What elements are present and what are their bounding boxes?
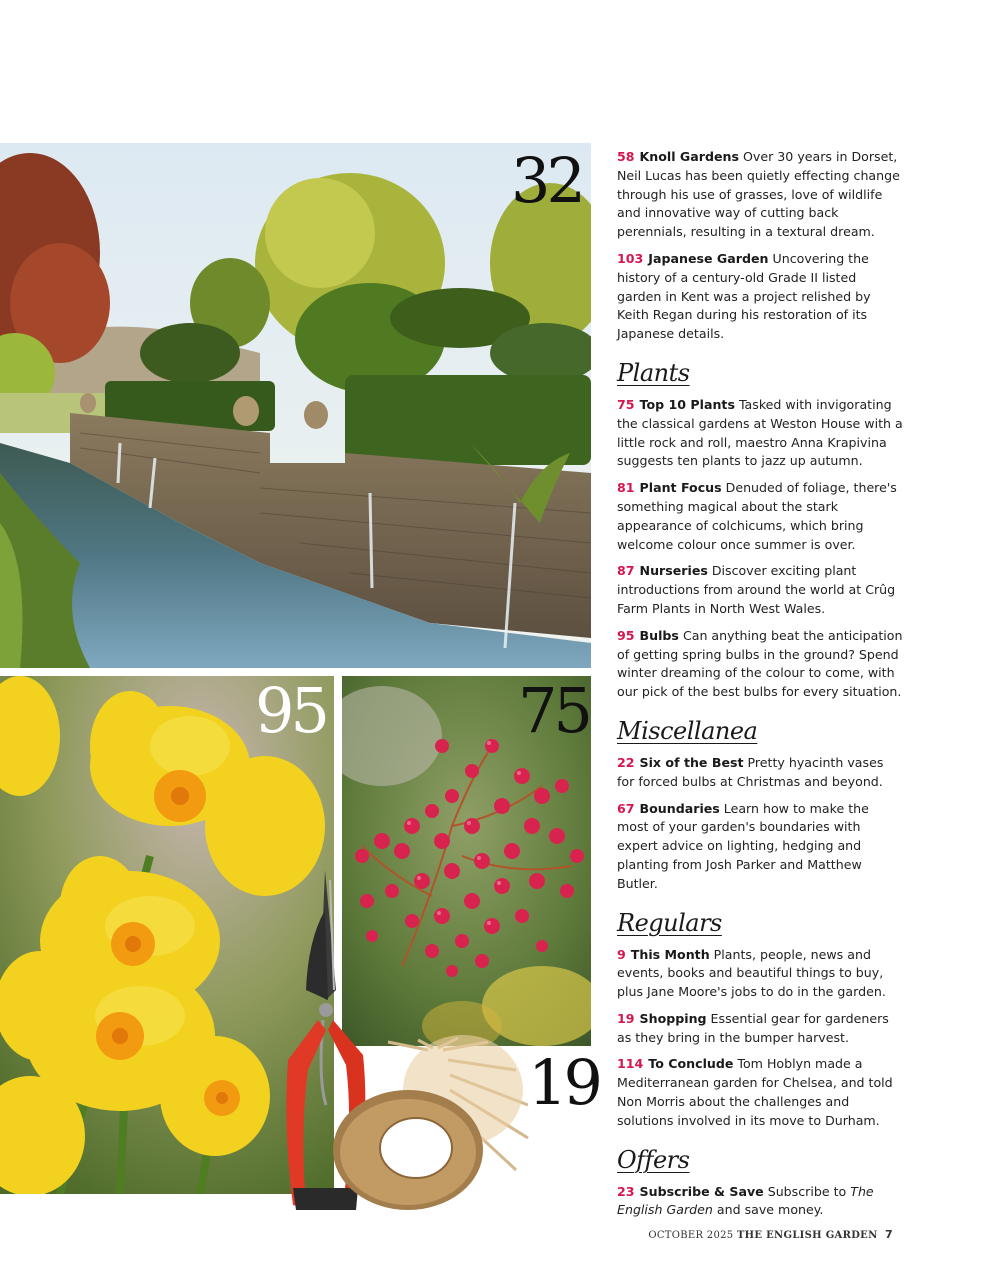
berries-page-number: 75 bbox=[518, 674, 589, 747]
entry-description: Tom Hoblyn made a Mediterranean garden for Chelsea, and told Non Morris about the challenges and solutions involved in its move to Durham. bbox=[617, 1056, 893, 1128]
section-heading-offers: Offers bbox=[617, 1145, 690, 1174]
entry-description: Over 30 years in Dorset, Neil Lucas has been quietly effecting change through his use of grasses, love of wildlife and innovative way of cutting back perennials, resulting in a textural dream. bbox=[617, 149, 900, 240]
entry-page-number: 81 bbox=[617, 480, 635, 496]
entry-description: Can anything beat the anticipation of getting spring bulbs in the ground? Spend winter dreaming of the colour to come, with our pick of the best bulbs for every situation. bbox=[617, 627, 903, 700]
section-heading-miscellanea: Miscellanea bbox=[617, 716, 758, 745]
contents-entry[interactable] bbox=[617, 754, 903, 792]
entry-title: Nurseries bbox=[639, 563, 708, 579]
contents-column bbox=[617, 148, 903, 1228]
entry-description-end: and save money. bbox=[716, 1202, 824, 1218]
garden-illustration bbox=[0, 143, 591, 668]
entry-page-number: 67 bbox=[617, 800, 635, 816]
contents-entry[interactable] bbox=[617, 1010, 903, 1048]
magazine-name: The English Garden bbox=[617, 1183, 874, 1218]
entry-title: Top 10 Plants bbox=[639, 396, 735, 412]
entry-page-number: 103 bbox=[617, 250, 644, 266]
entry-page-number: 87 bbox=[617, 563, 635, 579]
entry-page-number: 95 bbox=[617, 627, 635, 643]
entry-description: Essential gear for gardeners as they bring in the bumper harvest. bbox=[617, 1010, 889, 1045]
entry-page-number: 58 bbox=[617, 149, 635, 164]
entry-page-number: 75 bbox=[617, 396, 635, 412]
entry-title: Boundaries bbox=[639, 800, 720, 816]
entry-description: Denuded of foliage, there's something magical about the stark appearance of colchicums, which bring welcome colour once summer is over. bbox=[617, 480, 897, 552]
contents-entry[interactable] bbox=[617, 250, 903, 344]
entry-title: Knoll Gardens bbox=[639, 149, 739, 164]
contents-entry[interactable] bbox=[617, 800, 903, 894]
entry-page-number: 9 bbox=[617, 946, 626, 962]
garden-page-number: 32 bbox=[511, 144, 582, 217]
section-heading-plants: Plants bbox=[617, 358, 690, 387]
footer-magazine: THE ENGLISH GARDEN bbox=[736, 1230, 878, 1241]
entry-page-number: 22 bbox=[617, 754, 635, 770]
daffodil-page-number: 95 bbox=[255, 674, 326, 747]
entry-description: Pretty hyacinth vases for forced bulbs at Christmas and beyond. bbox=[617, 754, 884, 789]
entry-title: Shopping bbox=[639, 1010, 707, 1026]
footer-page-number: 7 bbox=[885, 1228, 893, 1241]
page-footer bbox=[648, 1228, 893, 1241]
tools-illustration bbox=[278, 870, 538, 1230]
entry-description: Plants, people, news and events, books and beautiful things to buy, plus Jane Moore's jobs to do in the garden. bbox=[617, 946, 886, 1000]
contents-entry[interactable] bbox=[617, 396, 903, 471]
entry-title: Six of the Best bbox=[639, 754, 744, 770]
entry-description: Uncovering the history of a century-old Grade II listed garden in Kent was a project relished by Keith Regan during his restoration of its Japanese details. bbox=[617, 250, 871, 342]
tools-photo bbox=[278, 870, 538, 1230]
contents-entry[interactable] bbox=[617, 1055, 903, 1130]
footer-issue: OCTOBER 2025 bbox=[648, 1230, 734, 1241]
tools-page-number: 19 bbox=[528, 1046, 599, 1119]
garden-photo bbox=[0, 143, 591, 668]
section-heading-regulars: Regulars bbox=[617, 908, 722, 937]
contents-entry[interactable] bbox=[617, 562, 903, 618]
entry-description: Subscribe to bbox=[767, 1183, 847, 1199]
entry-title: Bulbs bbox=[639, 627, 679, 643]
entry-page-number: 19 bbox=[617, 1010, 635, 1026]
entry-title: Japanese Garden bbox=[648, 250, 769, 266]
entry-title: Subscribe & Save bbox=[639, 1183, 764, 1199]
entry-title: Plant Focus bbox=[639, 480, 722, 496]
contents-entry[interactable] bbox=[617, 1183, 903, 1221]
entry-page-number: 23 bbox=[617, 1183, 635, 1199]
entry-title: To Conclude bbox=[648, 1056, 734, 1072]
entry-title: This Month bbox=[630, 946, 710, 962]
entry-description: Discover exciting plant introductions from around the world at Crûg Farm Plants in North West Wales. bbox=[617, 563, 896, 616]
contents-entry[interactable] bbox=[617, 946, 903, 1002]
entry-description: Tasked with invigorating the classical gardens at Weston House with a little rock and roll, maestro Anna Krapivina suggests ten plants to jazz up autumn. bbox=[617, 396, 903, 469]
contents-entry[interactable] bbox=[617, 479, 903, 554]
contents-entry[interactable] bbox=[617, 148, 903, 242]
contents-entry[interactable] bbox=[617, 627, 903, 702]
entry-description: Learn how to make the most of your garden's boundaries with expert advice on lighting, hedging and planting from Josh Parker and Matthew Butler. bbox=[617, 800, 869, 891]
entry-page-number: 114 bbox=[617, 1056, 644, 1072]
